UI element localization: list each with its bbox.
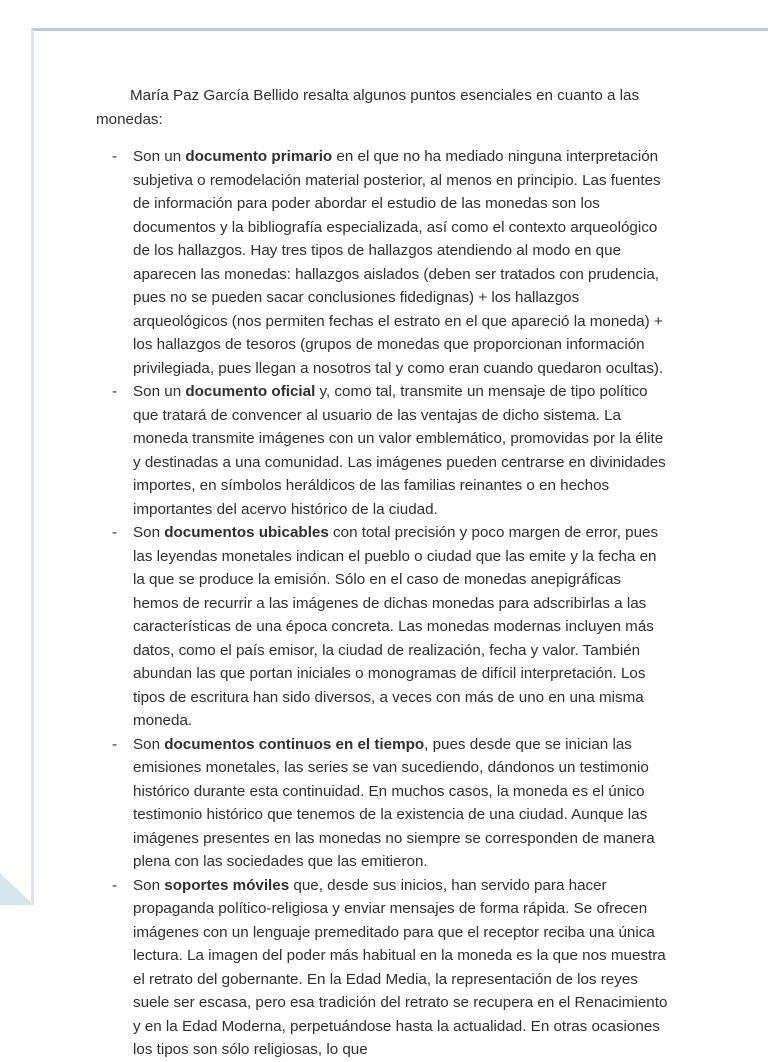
list-item-prefix: Son un — [133, 148, 186, 165]
list-item-text — [133, 877, 667, 1059]
list-item-prefix: Son — [133, 735, 165, 753]
list-item-rest: que, desde sus inicios, han servido para hacer propaganda político-religiosa y enviar mensajes de forma rápida. Se ofrecen imágenes con un lenguaje premeditado para que el receptor reciba una única lectura. La imagen del poder más habitual en la moneda es la que nos muestra el retrato del gobernante. En la Edad Media, la representación de los reyes suele ser escasa, pero esa tradición del retrato se recupera en el Renacimiento y en la Edad Moderna, perpetuándose hasta la actualidad. En otras ocasiones los tipos son sólo religiosas, lo que — [133, 876, 668, 1058]
list-item-rest: , pues desde que se inician las emisiones monetales, las series se van sucediendo, dándonos un testimonio histórico durante esta continuidad. En muchos casos, la moneda es el único testimonio histórico que tenemos de la existencia de una ciudad. Aunque las imágenes presentes en las monedas no siempre se corresponden de manera plena con las sociedades que las emitieron. — [133, 735, 655, 870]
list-item-prefix: Son — [133, 876, 165, 894]
intro-paragraph-text: María Paz García Bellido resalta algunos puntos esenciales en cuanto a las monedas: — [96, 87, 640, 128]
list-item — [0, 521, 768, 733]
list-item-prefix: Son un — [133, 383, 186, 400]
intro-paragraph — [0, 84, 768, 131]
bullet-dash-marker: - — [112, 876, 118, 894]
list-item-text — [133, 148, 663, 377]
bullet-list — [0, 145, 768, 1062]
list-item — [0, 380, 768, 521]
list-item — [0, 874, 768, 1062]
list-item-bold-term: documentos ubicables — [164, 524, 329, 541]
bullet-dash-marker: - — [112, 524, 118, 541]
list-item-rest: con total precisión y poco margen de error, pues las leyendas monetales indican el pueblo o ciudad que las emite y la fecha en la que se produce la emisión. Sólo en el caso de monedas anepigráficas hemos de recurrir a las imágenes de dichas monedas para adscribirlas a las características de una época concreta. Las monedas modernas incluyen más datos, como el país emisor, la ciudad de realización, fecha y valor. También abundan las que portan iniciales o monogramas de difícil interpretación. Los tipos de escritura han sido diversos, a veces con más de uno en una misma moneda. — [133, 524, 659, 729]
bullet-dash-marker: - — [112, 735, 118, 753]
bullet-dash-marker: - — [112, 383, 118, 400]
list-item-rest: y, como tal, transmite un mensaje de tipo político que tratará de convencer al usuario de las ventajas de dicho sistema. La moneda transmite imágenes con un valor emblemático, promovidas por la élite y destinadas a una comunidad. Las imágenes pueden centrarse en divinidades importes, en símbolos heráldicos de las familias reinantes o en hechos importantes del acervo histórico de la ciudad. — [133, 383, 666, 518]
list-item — [0, 145, 768, 380]
list-item — [0, 733, 768, 874]
list-item-bold-term: documento oficial — [185, 383, 316, 400]
list-item-bold-term: documentos continuos en el tiempo — [164, 735, 425, 753]
list-item-bold-term: soportes móviles — [164, 876, 290, 894]
list-item-prefix: Son — [133, 524, 165, 541]
list-item-text — [133, 524, 658, 729]
list-item-text — [133, 383, 666, 518]
list-item-bold-term: documento primario — [185, 148, 333, 165]
list-item-text — [133, 736, 655, 871]
bullet-dash-marker: - — [112, 148, 118, 165]
list-item-rest: en el que no ha mediado ninguna interpretación subjetiva o remodelación material posterior, al menos en principio. Las fuentes de información para poder abordar el estudio de las monedas son los documentos y la bibliografía especializada, así como el contexto arqueológico de los hallazgos. Hay tres tipos de hallazgos atendiendo al modo en que aparecen las monedas: hallazgos aislados (deben ser tratados con prudencia, pues no se pueden sacar conclusiones fidedignas) + los hallazgos arqueológicos (nos permiten fechas el estrato en el que apareció la moneda) + los hallazgos de tesoros (grupos de monedas que proporcionan información privilegiada, pues llegan a nosotros tal y como eran cuando quedaron ocultas). — [133, 148, 664, 377]
